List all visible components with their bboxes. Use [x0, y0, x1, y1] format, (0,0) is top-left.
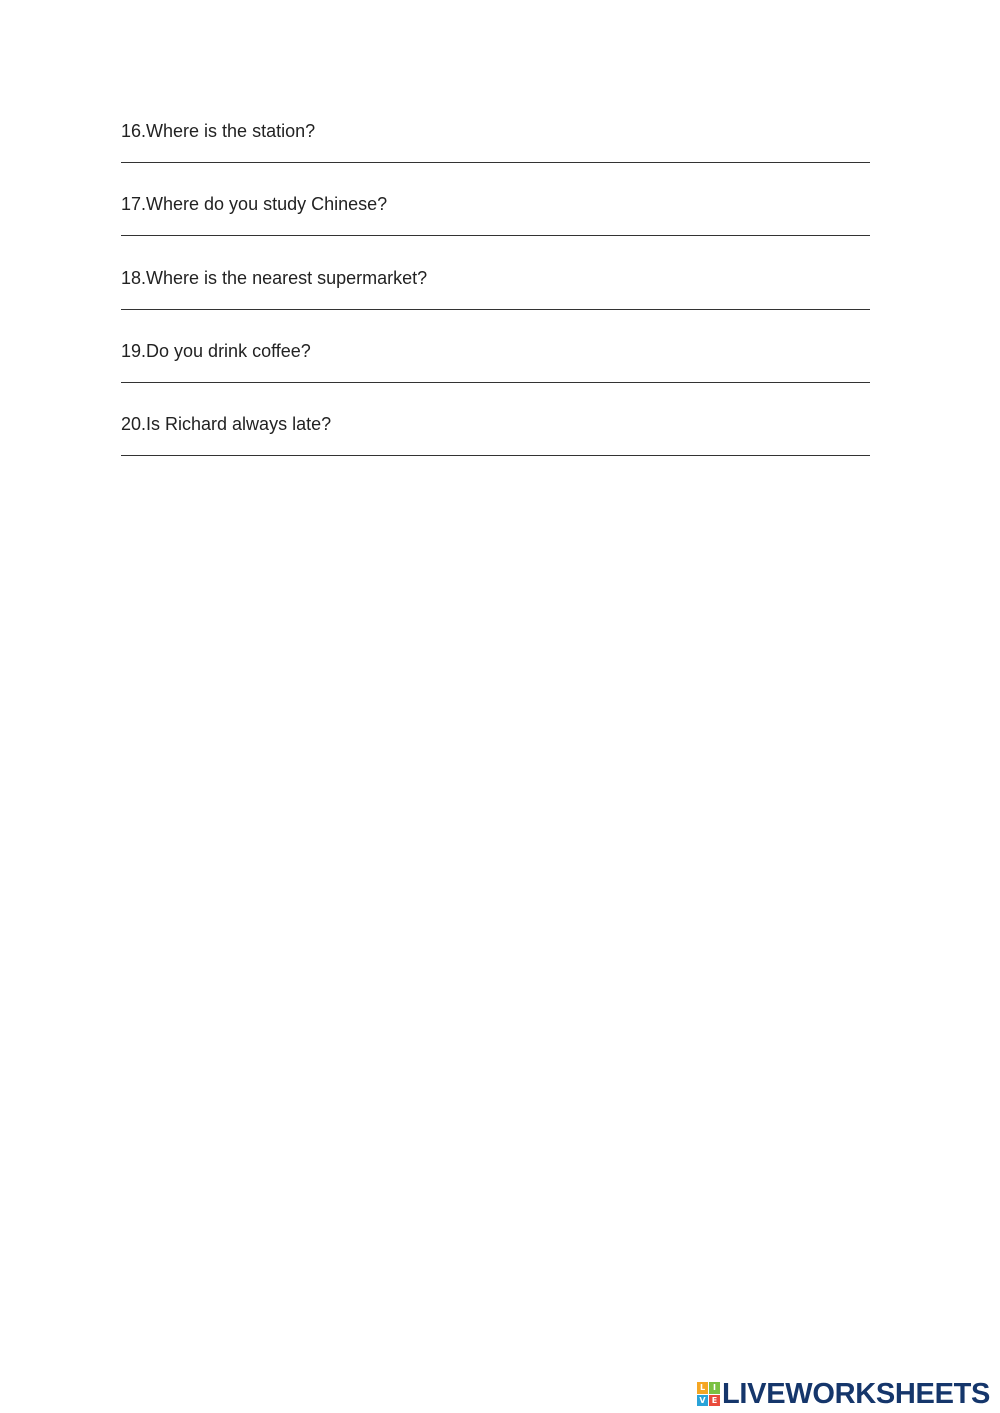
answer-line[interactable]: [121, 455, 870, 456]
liveworksheets-logo: [697, 1379, 990, 1409]
question-text: 18.Where is the nearest supermarket?: [121, 267, 428, 288]
answer-line[interactable]: [121, 162, 870, 163]
answer-line[interactable]: [121, 309, 870, 310]
answer-line[interactable]: [121, 235, 870, 236]
question-20: [121, 411, 870, 484]
logo-mark-tile: L: [697, 1382, 708, 1394]
question-16: [121, 118, 870, 191]
question-17: [121, 191, 870, 264]
logo-text: LIVEWORKSHEETS: [722, 1378, 991, 1410]
question-text: 19.Do you drink coffee?: [121, 340, 311, 361]
logo-mark-tile: E: [709, 1395, 720, 1407]
worksheet: [121, 118, 870, 484]
question-text: 17.Where do you study Chinese?: [121, 194, 388, 215]
logo-mark-tile: V: [697, 1395, 708, 1407]
liveworksheets-logo-icon: [697, 1382, 720, 1406]
answer-line[interactable]: [121, 382, 870, 383]
question-text: 16.Where is the station?: [121, 121, 316, 141]
question-text: 20.Is Richard always late?: [121, 414, 332, 435]
question-19: [121, 338, 870, 411]
logo-mark-tile: I: [709, 1382, 720, 1394]
question-18: [121, 265, 870, 338]
